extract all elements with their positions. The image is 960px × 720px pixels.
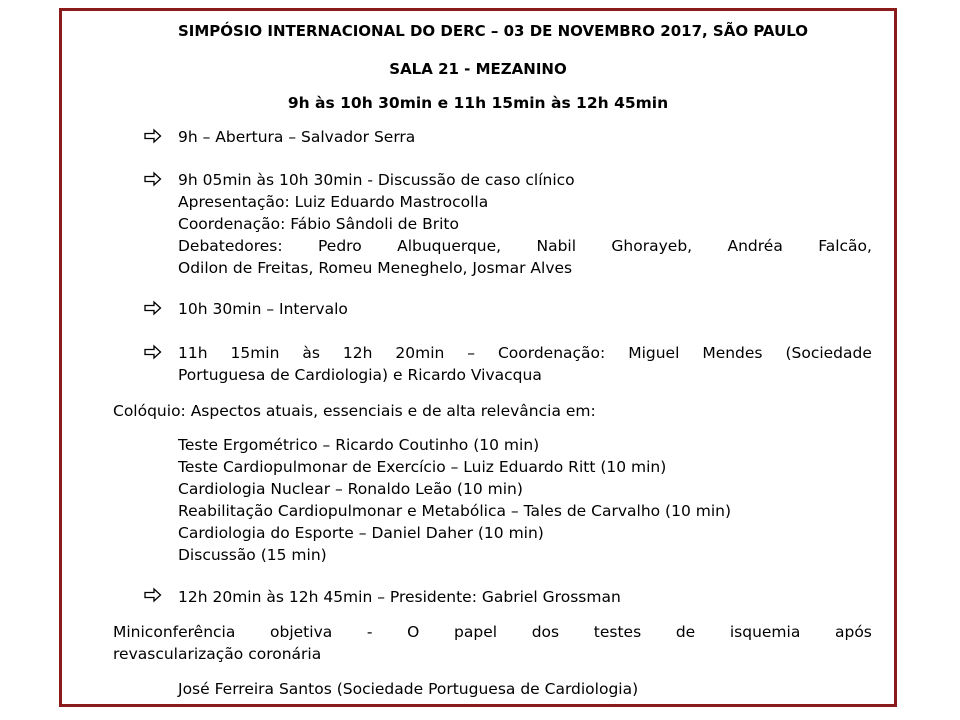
colloquium-item: Discussão (15 min)	[178, 546, 327, 564]
word: Pedro	[318, 237, 362, 255]
discussion-time: 9h 05min às 10h 30min - Discussão de caso clínico	[178, 171, 575, 189]
discussion-presentation: Apresentação: Luiz Eduardo Mastrocolla	[178, 193, 489, 211]
word: Ghorayeb,	[611, 237, 693, 255]
document-title: SIMPÓSIO INTERNACIONAL DO DERC – 03 DE NOVEMBRO 2017, SÃO PAULO	[177, 22, 809, 40]
word: Falcão,	[818, 237, 872, 255]
discussion-debaters-line2: Odilon de Freitas, Romeu Meneghelo, Josmar Alves	[178, 259, 573, 277]
word: 12h	[342, 344, 373, 362]
word: –	[467, 344, 476, 362]
right-arrow-outline-icon	[144, 343, 162, 365]
word: Coordenação:	[497, 344, 606, 362]
word: 20min	[395, 344, 445, 362]
discussion-debaters-line1	[178, 235, 872, 257]
colloquium-item: Cardiologia do Esporte – Daniel Daher (10 min)	[178, 524, 544, 542]
word: 15min	[230, 344, 280, 362]
miniconference-line2: revascularização coronária	[113, 645, 322, 663]
word: -	[366, 623, 373, 641]
word: Miguel	[628, 344, 680, 362]
word: às	[302, 344, 320, 362]
right-arrow-outline-icon	[144, 170, 162, 192]
word: 11h	[178, 344, 208, 362]
session2-line2: Portuguesa de Cardiologia) e Ricardo Vivacqua	[178, 366, 542, 384]
word: Debatedores:	[178, 237, 283, 255]
word: Nabil	[536, 237, 577, 255]
room-label: SALA 21 - MEZANINO	[389, 60, 567, 78]
opening-item: 9h – Abertura – Salvador Serra	[178, 128, 416, 146]
colloquium-heading: Colóquio: Aspectos atuais, essenciais e de alta relevância em:	[113, 402, 596, 420]
colloquium-item: Reabilitação Cardiopulmonar e Metabólica – Tales de Carvalho (10 min)	[178, 502, 732, 520]
word: papel	[454, 623, 498, 641]
word: Albuquerque,	[397, 237, 502, 255]
right-arrow-outline-icon	[144, 299, 162, 321]
word: testes	[593, 623, 642, 641]
session3-item: 12h 20min às 12h 45min – Presidente: Gabriel Grossman	[178, 588, 621, 606]
right-arrow-outline-icon	[144, 127, 162, 149]
miniconference-speaker: José Ferreira Santos (Sociedade Portuguesa de Cardiologia)	[178, 680, 639, 698]
word: isquemia	[729, 623, 801, 641]
miniconference-line1	[113, 621, 872, 643]
colloquium-item: Teste Ergométrico – Ricardo Coutinho (10 min)	[178, 436, 540, 454]
right-arrow-outline-icon	[144, 586, 162, 608]
word: Andréa	[727, 237, 783, 255]
word: após	[834, 623, 872, 641]
word: de	[675, 623, 696, 641]
break-item: 10h 30min – Intervalo	[178, 300, 348, 318]
word: Miniconferência	[113, 623, 236, 641]
word: O	[407, 623, 420, 641]
colloquium-item: Teste Cardiopulmonar de Exercício – Luiz Eduardo Ritt (10 min)	[178, 458, 667, 476]
word: (Sociedade	[785, 344, 872, 362]
discussion-coordination: Coordenação: Fábio Sândoli de Brito	[178, 215, 459, 233]
session-times: 9h às 10h 30min e 11h 15min às 12h 45min	[287, 94, 669, 112]
colloquium-item: Cardiologia Nuclear – Ronaldo Leão (10 min)	[178, 480, 523, 498]
word: Mendes	[702, 344, 763, 362]
word: objetiva	[270, 623, 333, 641]
word: dos	[531, 623, 560, 641]
session2-line1	[178, 342, 872, 364]
